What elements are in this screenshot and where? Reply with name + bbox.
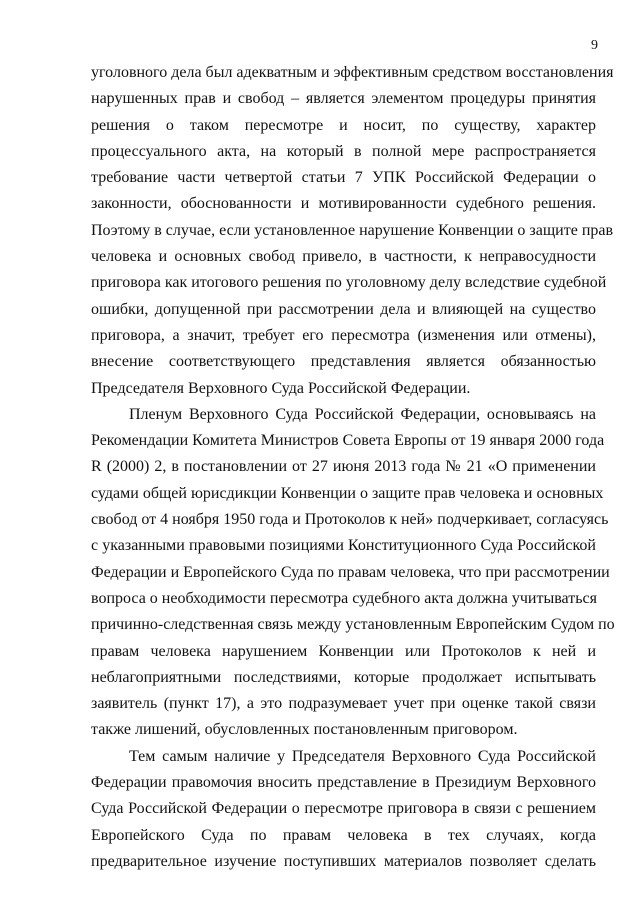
text-line: человека и основных свобод привело, в частности, к неправосудности (91, 248, 596, 266)
text-line: заявитель (пункт 17), а это подразумевает учет при оценке такой связи (91, 695, 596, 713)
text-line: Рекомендации Комитета Министров Совета Европы от 19 января 2000 года (91, 432, 605, 450)
text-line: также лишений, обусловленных постановленным приговором. (91, 721, 518, 739)
text-line: Федерации и Европейского Суда по правам человека, что при рассмотрении (91, 563, 610, 581)
text-line: судами общей юрисдикции Конвенции о защите прав человека и основных (91, 484, 604, 502)
text-line: требование части четвертой статьи 7 УПК Российской Федерации о (91, 169, 596, 187)
paragraph (91, 402, 615, 744)
text-line: Федерации правомочия вносить представление в Президиум Верховного (91, 774, 596, 792)
paragraph (91, 744, 596, 875)
text-line: Европейского Суда по правам человека в тех случаях, когда (91, 826, 596, 844)
text-line: R (2000) 2, в постановлении от 27 июня 2013 года № 21 «О применении (91, 458, 596, 476)
text-line: вопроса о необходимости пересмотра судебного акта должна учитываться (91, 589, 597, 607)
text-line: законности, обоснованности и мотивированности судебного решения. (91, 195, 596, 213)
text-line: Тем самым наличие у Председателя Верховного Суда Российской (129, 747, 596, 765)
text-line: Поэтому в случае, если установленное нарушение Конвенции о защите прав (91, 221, 614, 239)
text-line: с указанными правовыми позициями Конституционного Суда Российской (91, 537, 596, 555)
text-line: причинно-следственная связь между установленным Европейским Судом по (91, 616, 615, 634)
paragraph (91, 60, 614, 402)
text-line: неблагоприятными последствиями, которые продолжает испытывать (91, 668, 596, 686)
document-body (91, 60, 615, 875)
text-line: приговора, а значит, требует его пересмотра (изменения или отмены), (91, 326, 596, 344)
text-line: приговора как итогового решения по уголовному делу вследствие судебной (91, 274, 607, 292)
text-line: процессуального акта, на который в полной мере распространяется (91, 142, 596, 160)
text-line: решения о таком пересмотре и носит, по существу, характер (91, 116, 596, 134)
text-line: Председателя Верховного Суда Российской Федерации. (91, 379, 471, 397)
text-line: предварительное изучение поступивших материалов позволяет сделать (91, 852, 596, 870)
text-line: правам человека нарушением Конвенции или Протоколов к ней и (91, 642, 596, 660)
text-line: Пленум Верховного Суда Российской Федерации, основываясь на (129, 405, 596, 423)
text-line: уголовного дела был адекватным и эффективным средством восстановления (91, 64, 614, 81)
text-line: внесение соответствующего представления является обязанностью (91, 353, 596, 371)
page-number: 9 (591, 38, 598, 53)
text-line: свобод от 4 ноября 1950 года и Протоколов к ней» подчеркивает, согласуясь (91, 511, 609, 529)
text-line: нарушенных прав и свобод – является элементом процедуры принятия (91, 90, 596, 108)
text-line: Суда Российской Федерации о пересмотре приговора в связи с решением (91, 800, 596, 818)
text-line: ошибки, допущенной при рассмотрении дела и влияющей на существо (91, 300, 596, 318)
